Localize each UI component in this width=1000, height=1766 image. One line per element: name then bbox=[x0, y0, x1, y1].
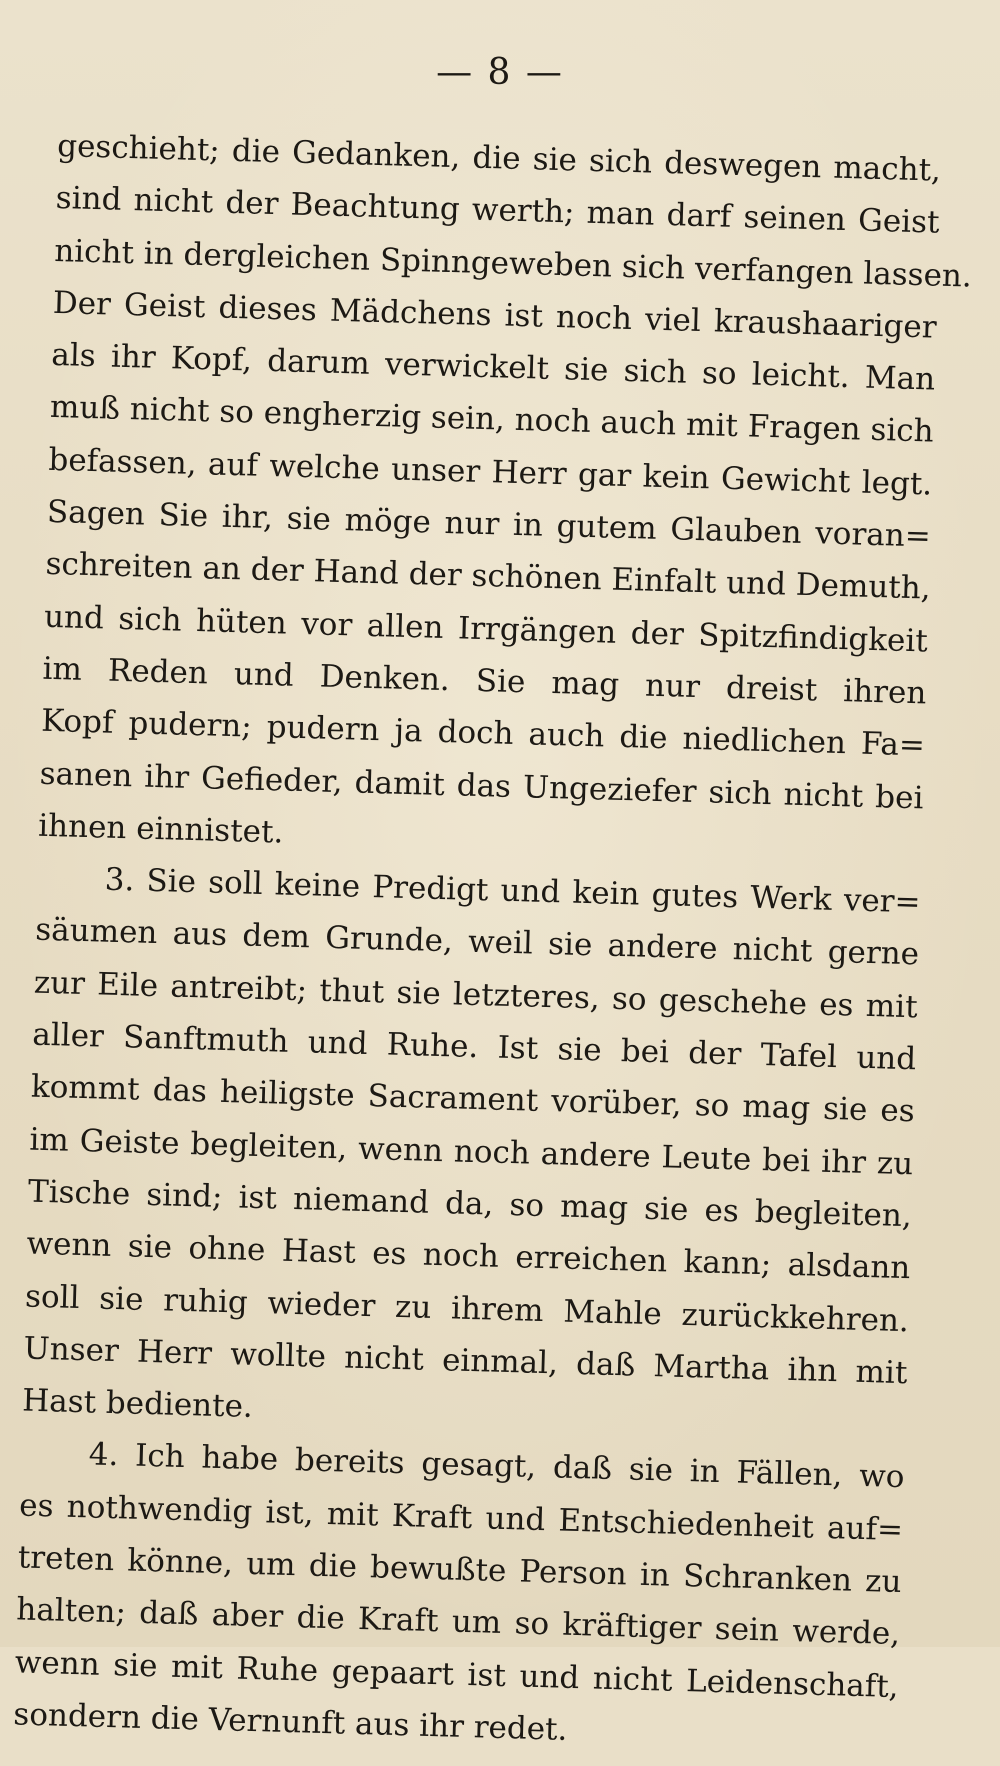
text-line: muß nicht so engherzig sein, noch auch mit Fragen sich bbox=[49, 389, 935, 451]
text-line: im Reden und Denken. Sie mag nur dreist ihren bbox=[42, 650, 927, 712]
text-line: es nothwendig ist, mit Kraft und Entschiedenheit auf= bbox=[18, 1487, 904, 1548]
text-line: befassen, auf welche unser Herr gar kein Gewicht legt. bbox=[48, 441, 933, 503]
text-line: geschieht; die Gedanken, die sie sich deswegen macht, bbox=[56, 127, 942, 189]
page-number: — 8 — bbox=[436, 52, 564, 93]
text-line: sondern die Vernunft aus ihr redet. bbox=[12, 1696, 568, 1748]
text-line: Kopf pudern; pudern ja doch auch die niedlichen Fa= bbox=[40, 703, 926, 764]
text-line: schreiten an der Hand der schönen Einfalt und Demuth, bbox=[45, 546, 932, 607]
text-line: halten; daß aber die Kraft um so kräftiger sein werde, bbox=[15, 1591, 901, 1653]
text-line: Sagen Sie ihr, sie möge nur in gutem Glauben voran= bbox=[46, 493, 932, 555]
text-line: kommt das heiligste Sacrament vorüber, so mag sie es bbox=[30, 1068, 916, 1130]
text-line: wenn sie mit Ruhe gepaart ist und nicht Leidenschaft, bbox=[14, 1644, 900, 1705]
text-line: 4. Ich habe bereits gesagt, daß sie in Fällen, wo bbox=[88, 1436, 905, 1496]
text-line: Hast bediente. bbox=[21, 1382, 254, 1426]
text-line: 3. Sie soll keine Predigt und kein gutes Werk ver= bbox=[104, 861, 921, 921]
text-line: sanen ihr Gefieder, damit das Ungeziefer sich nicht bei bbox=[39, 755, 924, 816]
text-line: wenn sie ohne Hast es noch erreichen kann; alsdann bbox=[26, 1225, 911, 1287]
text-line: aller Sanftmuth und Ruhe. Ist sie bei der Tafel und bbox=[31, 1016, 917, 1078]
text-line: und sich hüten vor allen Irrgängen der Spitzfindigkeit bbox=[43, 598, 929, 660]
text-line: nicht in dergleichen Spinngeweben sich verfangen lassen. bbox=[53, 232, 973, 295]
text-line: als ihr Kopf, darum verwickelt sie sich so leicht. Man bbox=[50, 337, 936, 398]
text-line: treten könne, um die bewußte Person in Schranken zu bbox=[17, 1539, 903, 1601]
text-line: ihnen einnistet. bbox=[37, 807, 284, 851]
text-line: säumen aus dem Grunde, weil sie andere nicht gerne bbox=[34, 912, 920, 973]
text-line: sind nicht der Beachtung werth; man darf seinen Geist bbox=[55, 180, 940, 241]
text-line: Tische sind; ist niemand da, so mag sie es begleiten, bbox=[27, 1173, 913, 1235]
text-line: Der Geist dieses Mädchens ist noch viel kraushaariger bbox=[52, 284, 938, 346]
text-line: zur Eile antreibt; thut sie letzteres, so geschehe es mit bbox=[33, 964, 919, 1026]
text-line: Unser Herr wollte nicht einmal, daß Martha ihn mit bbox=[23, 1330, 908, 1392]
text-line: im Geiste begleiten, wenn noch andere Leute bei ihr zu bbox=[29, 1121, 914, 1182]
text-line: soll sie ruhig wieder zu ihrem Mahle zurückkehren. bbox=[24, 1278, 910, 1339]
body-text bbox=[12, 120, 973, 1765]
